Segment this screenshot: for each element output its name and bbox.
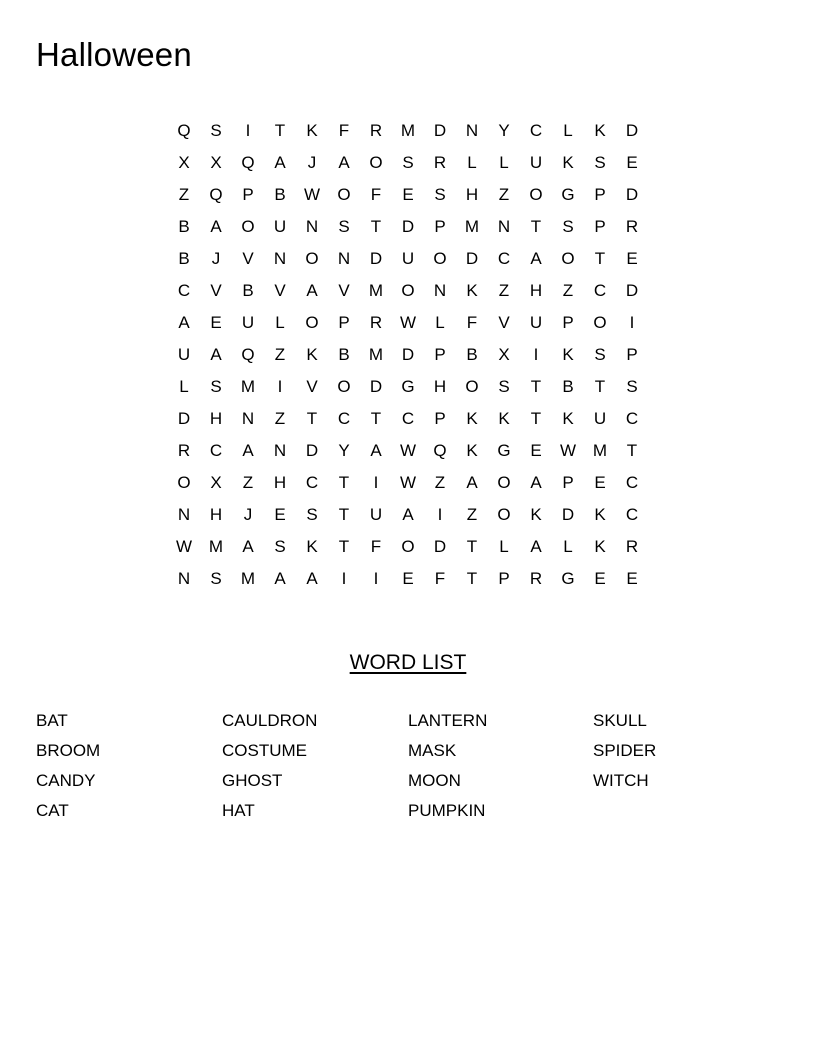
grid-row [168,531,648,563]
grid-letter: S [210,377,222,396]
grid-letter: V [306,377,318,396]
grid-letter: T [466,569,478,588]
grid-letter: X [178,153,190,172]
grid-letter: D [561,505,575,524]
grid-letter: M [592,441,608,460]
grid-letter: Z [178,185,190,204]
grid-letter: K [306,121,318,140]
grid-letter: R [625,217,639,236]
grid-row [168,371,648,403]
grid-letter: O [337,185,351,204]
grid-letter: D [433,537,447,556]
grid-letter: T [594,377,606,396]
grid-letter: E [626,569,638,588]
grid-letter: P [562,313,574,332]
grid-letter: O [401,537,415,556]
grid-letter: Z [498,185,510,204]
grid-letter: D [401,345,415,364]
grid-letter: O [401,281,415,300]
grid-letter: L [563,121,573,140]
grid-letter: E [274,505,286,524]
grid-letter: H [465,185,479,204]
grid-letter: S [562,217,574,236]
word-list-column [593,706,773,796]
grid-letter: A [210,345,222,364]
grid-row [168,467,648,499]
grid-letter: S [434,185,446,204]
grid-letter: N [177,569,191,588]
grid-letter: O [497,473,511,492]
grid-letter: Z [466,505,478,524]
grid-letter: K [562,345,574,364]
grid-letter: L [499,537,509,556]
grid-letter: D [177,409,191,428]
grid-letter: L [435,313,445,332]
grid-letter: K [594,121,606,140]
grid-letter: N [177,505,191,524]
word-list-item: BROOM [36,741,101,760]
grid-letter: N [273,441,287,460]
grid-letter: D [465,249,479,268]
grid-letter: A [178,313,190,332]
word-list-item: GHOST [222,771,283,790]
grid-letter: I [533,345,539,364]
grid-letter: O [465,377,479,396]
grid-letter: M [240,569,256,588]
grid-row [168,179,648,211]
grid-letter: S [626,377,638,396]
grid-letter: W [303,185,321,204]
grid-letter: K [562,409,574,428]
page-title: Halloween [36,36,192,73]
grid-letter: N [305,217,319,236]
grid-letter: C [625,505,639,524]
grid-letter: A [210,217,222,236]
word-list-item: MOON [408,771,461,790]
grid-letter: Q [177,121,191,140]
grid-letter: P [434,217,446,236]
grid-letter: K [530,505,542,524]
grid-letter: W [399,313,417,332]
grid-letter: A [338,153,350,172]
grid-letter: G [561,569,575,588]
grid-letter: S [210,121,222,140]
grid-letter: C [337,409,351,428]
grid-letter: E [594,569,606,588]
grid-letter: O [305,313,319,332]
grid-letter: D [369,249,383,268]
grid-letter: F [434,569,446,588]
grid-letter: H [433,377,447,396]
grid-letter: O [497,505,511,524]
grid-letter: B [178,249,190,268]
grid-letter: Z [434,473,446,492]
grid-letter: U [529,313,543,332]
grid-letter: O [561,249,575,268]
grid-letter: I [437,505,443,524]
word-list-item: LANTERN [408,711,488,730]
grid-row [168,115,648,147]
grid-letter: F [338,121,350,140]
word-list-item: SPIDER [593,741,657,760]
grid-letter: P [498,569,510,588]
grid-letter: D [433,121,447,140]
grid-letter: E [626,249,638,268]
grid-letter: X [498,345,510,364]
grid-letter: W [175,537,193,556]
grid-letter: W [559,441,577,460]
grid-letter: G [401,377,415,396]
grid-letter: Z [274,345,286,364]
grid-letter: O [369,153,383,172]
grid-row [168,339,648,371]
grid-letter: V [274,281,286,300]
grid-letter: N [273,249,287,268]
grid-letter: Z [274,409,286,428]
grid-letter: Q [209,185,223,204]
grid-letter: T [370,217,382,236]
grid-letter: C [497,249,511,268]
grid-letter: E [402,569,414,588]
grid-letter: T [370,409,382,428]
grid-letter: R [369,121,383,140]
grid-letter: R [369,313,383,332]
grid-letter: I [373,569,379,588]
grid-letter: S [210,569,222,588]
grid-letter: T [274,121,286,140]
grid-letter: A [466,473,478,492]
grid-letter: C [625,409,639,428]
word-search-grid [168,115,648,595]
grid-letter: N [337,249,351,268]
grid-letter: P [434,409,446,428]
grid-letter: Z [498,281,510,300]
grid-letter: E [402,185,414,204]
grid-letter: A [402,505,414,524]
grid-letter: T [530,377,542,396]
grid-letter: O [529,185,543,204]
grid-letter: P [626,345,638,364]
word-list-item: MASK [408,741,457,760]
grid-letter: U [369,505,383,524]
word-list-item: PUMPKIN [408,801,486,820]
word-list-item: CAULDRON [222,711,318,730]
grid-letter: B [274,185,286,204]
word-list-heading-row [0,648,816,678]
grid-letter: U [273,217,287,236]
word-list-item: HAT [222,801,255,820]
grid-letter: R [177,441,191,460]
grid-row [168,275,648,307]
grid-letter: J [307,153,317,172]
grid-row [168,435,648,467]
grid-letter: A [306,569,318,588]
word-list-item: CANDY [36,771,96,790]
grid-letter: J [211,249,221,268]
grid-letter: E [626,153,638,172]
grid-letter: L [563,537,573,556]
grid-letter: K [498,409,510,428]
grid-letter: I [629,313,635,332]
grid-letter: G [497,441,511,460]
grid-letter: R [529,569,543,588]
grid-row [168,403,648,435]
grid-row [168,307,648,339]
grid-letter: X [210,153,222,172]
grid-letter: V [338,281,350,300]
grid-letter: I [373,473,379,492]
grid-letter: B [562,377,574,396]
grid-letter: F [370,537,382,556]
grid-letter: A [530,473,542,492]
grid-letter: W [399,473,417,492]
grid-letter: U [241,313,255,332]
grid-letter: O [593,313,607,332]
grid-letter: K [466,281,478,300]
grid-letter: J [243,505,253,524]
grid-letter: M [464,217,480,236]
grid-letter: F [370,185,382,204]
grid-letter: A [274,569,286,588]
grid-letter: T [306,409,318,428]
word-list-item: SKULL [593,711,647,730]
grid-letter: I [245,121,251,140]
grid-row [168,243,648,275]
grid-letter: M [400,121,416,140]
grid-letter: Z [562,281,574,300]
grid-letter: M [208,537,224,556]
grid-letter: Y [498,121,510,140]
grid-letter: N [465,121,479,140]
grid-letter: Z [242,473,254,492]
grid-letter: A [530,249,542,268]
grid-letter: O [337,377,351,396]
grid-letter: P [242,185,254,204]
grid-letter: B [466,345,478,364]
grid-letter: C [593,281,607,300]
grid-letter: K [306,345,318,364]
grid-letter: T [594,249,606,268]
grid-letter: F [466,313,478,332]
grid-letter: K [466,409,478,428]
grid-letter: A [370,441,382,460]
grid-letter: C [177,281,191,300]
word-list-item: WITCH [593,771,649,790]
grid-letter: Q [241,345,255,364]
grid-letter: D [625,185,639,204]
grid-letter: H [209,409,223,428]
grid-letter: G [561,185,575,204]
grid-letter: P [338,313,350,332]
grid-row [168,563,648,595]
grid-letter: R [625,537,639,556]
grid-letter: L [179,377,189,396]
grid-letter: V [498,313,510,332]
grid-letter: M [368,281,384,300]
grid-letter: S [306,505,318,524]
grid-row [168,147,648,179]
grid-letter: A [530,537,542,556]
grid-letter: N [241,409,255,428]
grid-letter: A [242,537,254,556]
grid-letter: D [401,217,415,236]
word-list-heading: WORD LIST [349,651,467,674]
grid-letter: E [594,473,606,492]
grid-letter: K [306,537,318,556]
grid-letter: U [401,249,415,268]
grid-letter: C [305,473,319,492]
grid-letter: T [466,537,478,556]
grid-letter: I [341,569,347,588]
grid-letter: N [497,217,511,236]
grid-letter: B [178,217,190,236]
grid-letter: B [338,345,350,364]
grid-letter: X [210,473,222,492]
grid-letter: T [530,217,542,236]
grid-row [168,499,648,531]
grid-letter: Y [338,441,350,460]
grid-letter: D [369,377,383,396]
grid-letter: T [338,537,350,556]
grid-letter: D [305,441,319,460]
grid-letter: E [530,441,542,460]
grid-letter: E [210,313,222,332]
grid-letter: U [177,345,191,364]
grid-letter: A [306,281,318,300]
word-list-item: BAT [36,711,68,730]
grid-letter: C [209,441,223,460]
grid-letter: S [274,537,286,556]
grid-letter: D [625,121,639,140]
grid-letter: Q [241,153,255,172]
grid-letter: S [594,153,606,172]
grid-letter: C [625,473,639,492]
word-list-column [222,706,402,826]
grid-letter: I [277,377,283,396]
word-list-item: CAT [36,801,69,820]
grid-letter: S [498,377,510,396]
grid-letter: P [594,185,606,204]
grid-letter: H [273,473,287,492]
grid-letter: U [593,409,607,428]
grid-letter: P [562,473,574,492]
grid-letter: M [240,377,256,396]
grid-letter: D [625,281,639,300]
grid-letter: T [626,441,638,460]
grid-letter: S [338,217,350,236]
grid-letter: K [466,441,478,460]
grid-letter: H [209,505,223,524]
grid-letter: L [275,313,285,332]
grid-letter: K [594,505,606,524]
grid-letter: V [210,281,222,300]
grid-letter: S [594,345,606,364]
grid-letter: A [242,441,254,460]
grid-letter: P [594,217,606,236]
grid-letter: V [242,249,254,268]
grid-letter: L [499,153,509,172]
grid-letter: R [433,153,447,172]
grid-letter: N [433,281,447,300]
grid-letter: C [529,121,543,140]
grid-letter: Q [433,441,447,460]
word-list-column [408,706,588,826]
grid-letter: U [529,153,543,172]
grid-letter: M [368,345,384,364]
grid-letter: O [305,249,319,268]
grid-letter: K [562,153,574,172]
grid-letter: T [338,505,350,524]
grid-letter: S [402,153,414,172]
grid-row [168,211,648,243]
grid-letter: K [594,537,606,556]
grid-letter: W [399,441,417,460]
grid-letter: L [467,153,477,172]
grid-letter: B [242,281,254,300]
grid-letter: O [433,249,447,268]
grid-letter: T [530,409,542,428]
grid-letter: O [241,217,255,236]
word-list-column [36,706,216,826]
grid-letter: T [338,473,350,492]
grid-letter: H [529,281,543,300]
grid-letter: P [434,345,446,364]
grid-letter: C [401,409,415,428]
grid-letter: O [177,473,191,492]
grid-letter: A [274,153,286,172]
word-list-item: COSTUME [222,741,307,760]
